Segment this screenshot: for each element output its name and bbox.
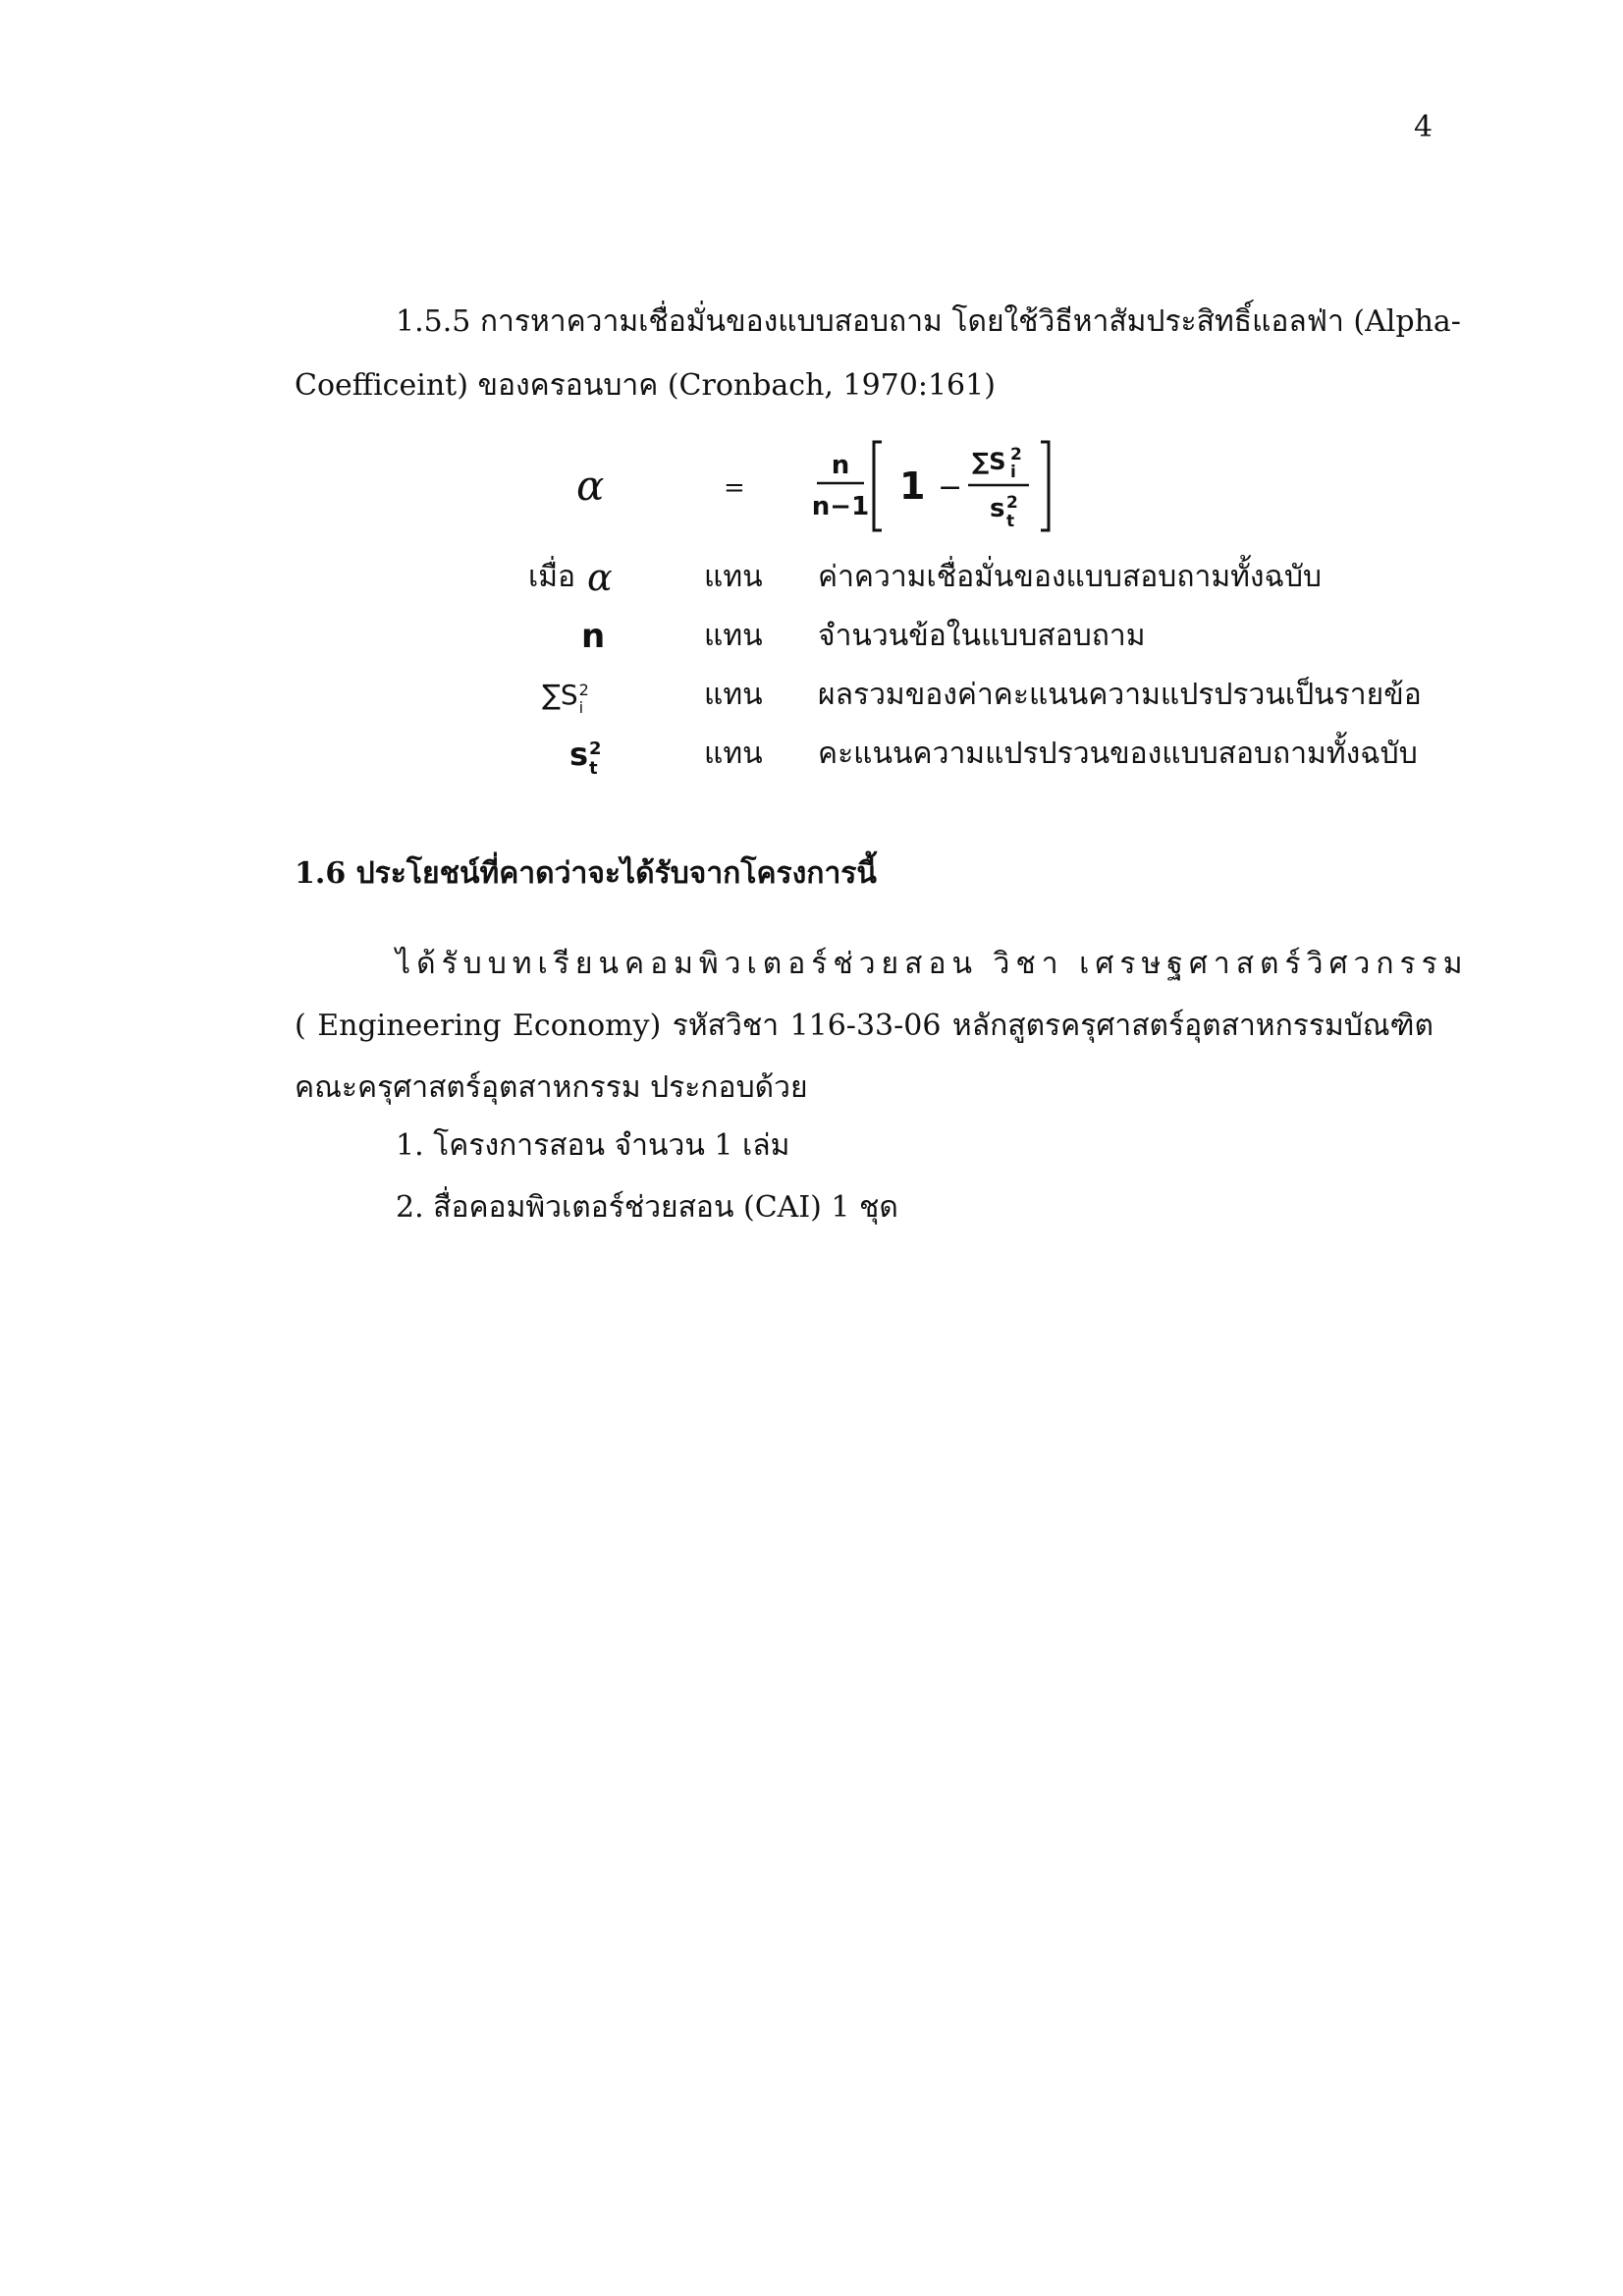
st-sub: t [589, 758, 598, 779]
definition-separator: แทน [704, 678, 763, 712]
sum-si-sup: 2 [578, 681, 589, 699]
definition-row-n [0, 609, 1623, 664]
section-1-6-heading: 1.6 ประโยชน์ที่คาดว่าจะได้รับจากโครงการนี้ [295, 856, 877, 891]
page-number: 4 [1414, 110, 1434, 144]
formula-sub-t: t [1006, 512, 1015, 531]
sum-si-sub: i [578, 698, 584, 717]
formula-numerator: n [831, 451, 850, 480]
list-item: 1. โครงการสอน จำนวน 1 เล่ม [396, 1128, 790, 1163]
formula-alpha-symbol: α [576, 462, 605, 510]
formula-denominator: n−1 [811, 492, 870, 521]
formula-minus: − [938, 470, 963, 505]
definition-n-text: จำนวนข้อในแบบสอบถาม [818, 619, 1146, 653]
cronbach-alpha-formula [805, 432, 1080, 540]
sum-si-symbol [542, 668, 594, 723]
section-1-5-5-line1: 1.5.5 การหาความเชื่อมั่นของแบบสอบถาม โดยใช้วิธีหาสัมประสิทธิ์แอลฟ่า (Alpha- [396, 304, 1461, 339]
formula-s-t: s [990, 494, 1005, 523]
formula-one: 1 [899, 465, 926, 508]
formula-left-bracket [874, 442, 882, 530]
definition-row-alpha [0, 550, 1623, 605]
formula-sub-i: i [1010, 463, 1016, 482]
formula-sup-2-bottom: 2 [1006, 493, 1018, 513]
formula-sup-2-top: 2 [1010, 445, 1022, 465]
definition-separator: แทน [704, 737, 763, 771]
section-1-6-para-line2: ( Engineering Economy) รหัสวิชา 116-33-06 หลักสูตรครุศาสตร์อุตสาหกรรมบัณฑิต [295, 1009, 1434, 1043]
definition-separator: แทน [704, 619, 763, 653]
n-symbol: n [581, 617, 606, 656]
definition-row-sum [0, 668, 1623, 723]
formula-right-bracket [1041, 442, 1049, 530]
definition-row-st [0, 727, 1623, 782]
section-1-6-para-line1: ได้รับบทเรียนคอมพิวเตอร์ช่วยสอน วิชา เศรษฐศาสตร์วิศวกรรม [396, 947, 1469, 981]
definition-sum-text: ผลรวมของค่าคะแนนความแปรปรวนเป็นรายข้อ [818, 678, 1422, 712]
st-base: s [569, 736, 589, 773]
formula-sum-s: ∑S [972, 448, 1006, 475]
definition-st-text: คะแนนความแปรปรวนของแบบสอบถามทั้งฉบับ [818, 737, 1418, 771]
definition-separator: แทน [704, 560, 763, 594]
definition-alpha-text: ค่าความเชื่อมั่นของแบบสอบถามทั้งฉบับ [818, 560, 1323, 594]
sum-si-base: ∑S [542, 679, 578, 711]
section-1-5-5-line2: Coefficeint) ของครอนบาค (Cronbach, 1970:161) [295, 368, 996, 403]
formula-equals: = [724, 473, 745, 503]
alpha-symbol: α [587, 556, 613, 599]
st-sup: 2 [589, 738, 602, 759]
where-label: เมื่อ [528, 560, 576, 594]
section-1-6-para-line3: คณะครุศาสตร์อุตสาหกรรม ประกอบด้วย [295, 1070, 808, 1105]
list-item: 2. สื่อคอมพิวเตอร์ช่วยสอน (CAI) 1 ชุด [396, 1190, 898, 1225]
st-symbol [569, 727, 606, 782]
